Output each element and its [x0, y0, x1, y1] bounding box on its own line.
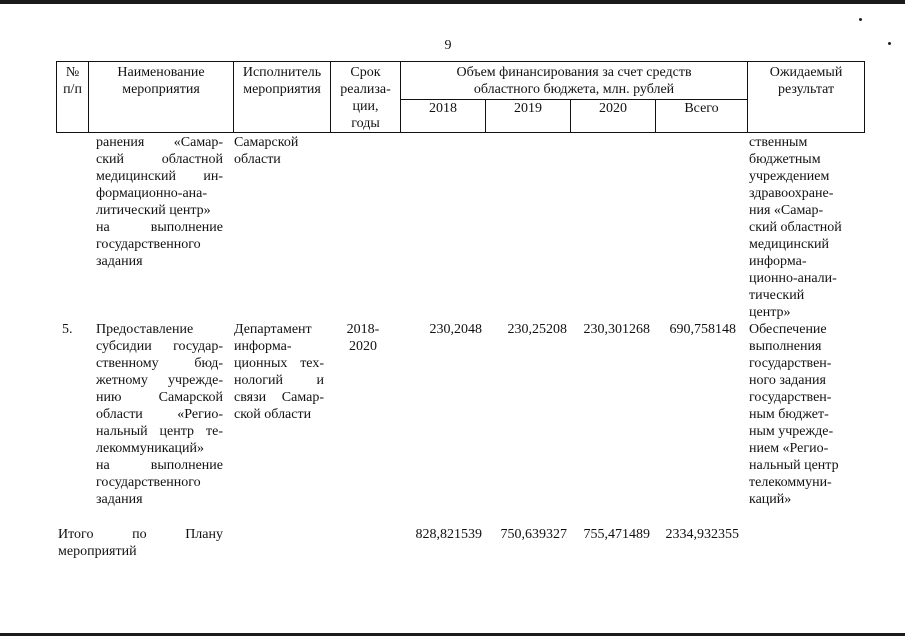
- scan-edge-bottom: [0, 633, 905, 636]
- scan-speck: [859, 18, 862, 21]
- row5-result-line: ным бюджет-: [749, 407, 829, 422]
- cont-result-line: учреждением: [749, 169, 830, 184]
- row5-term-cell: [334, 321, 392, 355]
- row5-result-line: выполнения: [749, 339, 822, 354]
- row5-executor-line: ской области: [234, 407, 312, 422]
- cont-name-line: на выполнение: [96, 220, 223, 235]
- scan-speck: [888, 42, 891, 45]
- row5-name-line: нальный центр те-: [96, 424, 223, 439]
- row5-name-line: государственного: [96, 475, 201, 490]
- row5-result-line: каций»: [749, 492, 792, 507]
- cont-result-line: информа-: [749, 254, 807, 269]
- row5-2018: 230,2048: [429, 322, 482, 337]
- totals-label-line: Итого по Плану: [58, 527, 223, 542]
- row5-name-line: жетному учрежде-: [96, 373, 223, 388]
- cont-name-line: ский областной: [96, 152, 223, 167]
- row5-name-line: Предоставление: [96, 322, 194, 337]
- header-executor: Исполнитель мероприятия: [234, 62, 331, 133]
- cont-executor-cell: [234, 134, 324, 168]
- row5-num: 5.: [62, 322, 73, 337]
- row5-result-line: нием «Регио-: [749, 441, 829, 456]
- row5-term-line: 2018-: [346, 322, 380, 337]
- header-funding: Объем финансирования за счет средств областного бюджета, млн. рублей: [401, 62, 748, 100]
- header-year-2018: 2018: [401, 100, 486, 133]
- page-number: 9: [444, 38, 452, 53]
- header-total: Всего: [656, 100, 748, 133]
- cont-result-line: ский областной: [749, 220, 842, 235]
- row5-result-line: государствен-: [749, 390, 832, 405]
- header-year-2019: 2019: [486, 100, 571, 133]
- row5-name-cell: [96, 321, 223, 508]
- cont-result-line: центр»: [749, 305, 791, 320]
- row5-executor-line: Департамент: [234, 322, 312, 337]
- row5-result-line: ного задания: [749, 373, 826, 388]
- row5-name-line: ственному бюд-: [96, 356, 223, 371]
- row5-name-line: нию Самарской: [96, 390, 223, 405]
- row5-executor-line: информа-: [234, 339, 292, 354]
- row5-executor-line: ционных тех-: [234, 356, 324, 371]
- totals-2020: 755,471489: [583, 527, 650, 542]
- row5-term-line: 2020: [349, 339, 377, 354]
- cont-result-line: ния «Самар-: [749, 203, 824, 218]
- cont-result-line: ственным: [749, 135, 808, 150]
- totals-label-cell: [58, 526, 223, 560]
- scan-edge-top: [0, 0, 905, 4]
- row5-name-line: области «Регио-: [96, 407, 223, 422]
- row5-name-line: задания: [96, 492, 143, 507]
- cont-result-line: тический: [749, 288, 805, 303]
- header-result: Ожидаемый результат: [748, 62, 865, 133]
- totals-2018: 828,821539: [415, 527, 482, 542]
- row5-executor-line: нологий и: [234, 373, 324, 388]
- cont-executor-line: Самарской: [234, 135, 299, 150]
- row5-result-line: телекоммуни-: [749, 475, 832, 490]
- cont-result-line: бюджетным: [749, 152, 821, 167]
- row5-result-line: государствен-: [749, 356, 832, 371]
- row5-total: 690,758148: [669, 322, 736, 337]
- cont-name-line: медицинский ин-: [96, 169, 223, 184]
- cont-name-line: ранения «Самар-: [96, 135, 223, 150]
- row5-2019: 230,25208: [507, 322, 567, 337]
- cont-name-line: формационно-ана-: [96, 186, 208, 201]
- totals-2019: 750,639327: [500, 527, 567, 542]
- header-name: Наименование мероприятия: [89, 62, 234, 133]
- row5-name-line: субсидии государ-: [96, 339, 223, 354]
- row5-result-line: нальный центр: [749, 458, 839, 473]
- row5-result-line: Обеспечение: [749, 322, 827, 337]
- cont-result-line: медицинский: [749, 237, 829, 252]
- row5-name-line: на выполнение: [96, 458, 223, 473]
- totals-total: 2334,932355: [665, 527, 739, 542]
- row5-2020: 230,301268: [583, 322, 650, 337]
- cont-executor-line: области: [234, 152, 281, 167]
- cont-result-cell: [749, 134, 861, 321]
- cont-name-line: государственного: [96, 237, 201, 252]
- row5-executor-line: связи Самар-: [234, 390, 324, 405]
- table-header: [56, 61, 865, 133]
- row5-executor-cell: [234, 321, 324, 423]
- cont-name-cell: [96, 134, 223, 270]
- cont-result-line: ционно-анали-: [749, 271, 837, 286]
- totals-label-line: мероприятий: [58, 544, 137, 559]
- header-year-2020: 2020: [571, 100, 656, 133]
- row5-name-line: лекоммуникаций»: [96, 441, 205, 456]
- header-term: Срок реализа- ции, годы: [331, 62, 401, 133]
- cont-result-line: здравоохране-: [749, 186, 834, 201]
- row5-result-line: ным учрежде-: [749, 424, 834, 439]
- cont-name-line: задания: [96, 254, 143, 269]
- header-num: № п/п: [57, 62, 89, 133]
- row5-result-cell: [749, 321, 861, 508]
- cont-name-line: литический центр»: [96, 203, 211, 218]
